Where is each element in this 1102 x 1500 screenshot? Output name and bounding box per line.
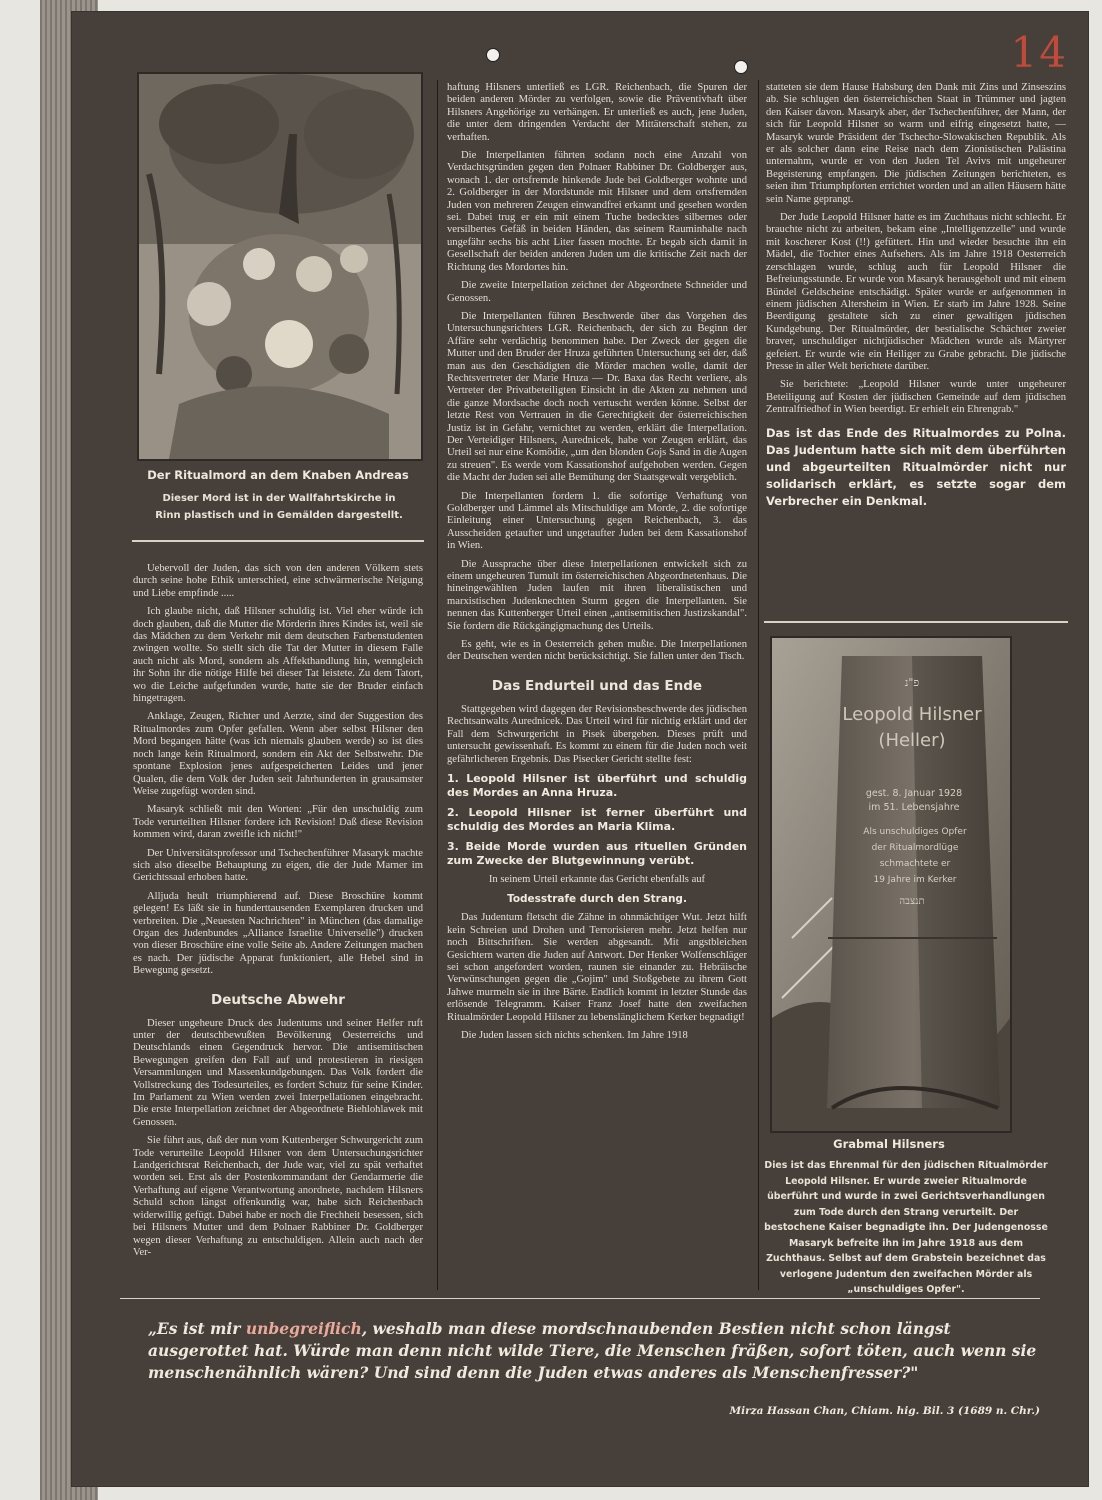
article-paragraph: Alljuda heult triumphierend auf. Diese Broschüre kommt gelegen! Es läßt sie in hunderttausenden Exemplaren drucken und verbreiten. Die „Neuesten Nachrichten" in München (das damalige Organ des Judenbundes „Alliance Israelite Universelle") drucken von dieser Broschüre eine volle Seite ab. Andere Zeitungen machen es nach. Der jüdische Apparat funktioniert, alle Hebel sind in Bewegung gesetzt.: [133, 890, 423, 977]
gravestone-line: gest. 8. Januar 1928: [865, 788, 963, 799]
engraving-caption-title: Der Ritualmord an dem Knaben Andreas: [147, 468, 409, 482]
article-paragraph: Es geht, wie es in Oesterreich gehen mußte. Die Interpellationen der Deutschen werden nicht berücksichtigt. Sie fallen unter den Tisch.: [447, 639, 747, 663]
gravestone-name: Leopold Hilsner: [842, 704, 982, 725]
column-rule: [758, 80, 759, 1290]
right-column-text: [766, 82, 1066, 516]
article-paragraph: Sie führt aus, daß der nun vom Kuttenberger Schwurgericht zum Tode verurteilte Leopold Hilsner von dem Untersuchungsrichter Landgerichtsrat Reichenbach, der Jude war, viel zu spät verhaftet worden sei. Erst als der Postenkommandant der Gendarmerie die Verhaftung auf eigene Verantwortung anordnete, nachdem Hilsners Schuld schon längst offenkundig war, habe sich Reichenbach widerwillig gefügt. Dabei habe er noch die Frechheit besessen, sich bei Hilsners Mutter und dem Polnaer Rabbiner Dr. Goldberger wegen dieser Verhaftung zu entschuldigen. Allein auch nach der Ver-: [133, 1135, 423, 1258]
article-paragraph: Die Interpellanten fordern 1. die sofortige Verhaftung von Goldberger und Lämmel als Mitschuldige am Morde, 2. die sofortige Einleitung einer Untersuchung gegen Reichenbach, 3. das Ausscheiden getaufter und ungetaufter Juden bei dem Kassationshof in Wien.: [447, 490, 747, 552]
verdict-sentence: Todesstrafe durch den Strang.: [507, 893, 687, 906]
gravestone-line: schmachtete er: [879, 859, 951, 869]
article-paragraph: statteten sie dem Hause Habsburg den Dank mit Zins und Zinseszins ab. Sie schlugen den österreichischen Staat in Trümmer und jagten den Kaiser davon. Masaryk aber, der Tschechenführer, der Mann, der sich für Leopold Hilsner so warm und eifrig eingesetzt hatte, — Masaryk wurde Präsident der Tschecho-Slowakischen Republik. Als er als solcher dann eine Reise nach dem Zionistischen Palästina unternahm, wurde er von den Juden Tel Avivs mit ungeheurer Begeisterung empfangen. Die jüdischen Zeitungen berichteten, es seien ihm Triumphpforten errichtet worden und an allen Häusern hätte sein Name geprangt.: [766, 82, 1066, 205]
article-paragraph: haftung Hilsners unterließ es LGR. Reichenbach, die Spuren der beiden anderen Mörder zu verfolgen, sowie die Präventivhaft über Hilsners Angehörige zu verhängen. Er unterließ es auch, jene Juden, die unter dem dringenden Verdacht der Mittäterschaft stehen, zu verhaften.: [447, 82, 747, 143]
punch-hole: [486, 48, 500, 62]
article-paragraph: Die Aussprache über diese Interpellationen entwickelt sich zu einem ungeheuren Tumult im österreichischen Abgeordnetenhaus. Die hineingewählten Juden laufen mit ihren liberalistischen und marxistischen Judenknechten Sturm gegen die Interpellanten. Sie nennen das Kuttenberger Urteil einen „antisemitischen Justizskandal". Sie fordern die Rückgängigmachung des Urteils.: [447, 558, 747, 632]
ritual-murder-engraving: [137, 72, 423, 461]
article-paragraph: Ich glaube nicht, daß Hilsner schuldig ist. Viel eher würde ich doch glauben, daß die Mutter die Mörderin ihres Kindes ist, weil sie das Mädchen zu dem Verkehr mit dem deutschen Farbenstudenten zwingen wollte. So stellt sich die Tat der Mutter in diesem Falle auch nicht als Mord, sondern als Affekthandlung hin, wenngleich ihr Sohn ihr die nötige Hilfe bei dieser Tat leistete. Zu dem Tatort, wo die Leiche aufgefunden wurde, hatte sie der Bruder einfach hingetragen.: [133, 606, 423, 705]
quote-highlight: unbegreiflich: [245, 1319, 362, 1338]
section-heading-endurteil: Das Endurteil und das Ende: [491, 677, 703, 694]
article-paragraph: Der Jude Leopold Hilsner hatte es im Zuchthaus nicht schlecht. Er brauchte nicht zu arbeiten, bekam eine „Intelligenzzelle" und wurde mit koscherer Kost (!!) gefüttert. Hin und wieder besuchte ihn ein Mädel, die Tochter eines Aufsehers. Als im Jahre 1918 Oesterreich zerschlagen wurde, schlug auch für Leopold Hilsner die Befreiungsstunde. Er wurde von Masaryk herausgeholt und mit einem Bündel Geldscheine entschädigt. Später wurde er aufgenommen in einem jüdischen Altersheim in Wien. Er starb im Jahre 1928. Seine Beerdigung gestaltete sich zu einer gewaltigen jüdischen Kundgebung. Der Ritualmörder, der bestialische Schächter zweier braver, unschuldiger nichtjüdischer Mädchen wurde als Märtyrer gefeiert. Er wurde wie ein Heiliger zu Grabe gebracht. Die jüdische Presse in aller Welt berichtete darüber.: [766, 212, 1066, 372]
page-number: 14: [1010, 28, 1068, 77]
article-paragraph: Uebervoll der Juden, das sich von den anderen Völkern stets durch seine hohe Ethik unterschied, eine schwärmerische Neigung und Liebe empfinde .....: [133, 563, 423, 599]
gravestone-caption-title: Grabmal Hilsners: [833, 1137, 945, 1151]
article-paragraph: Stattgegeben wird dagegen der Revisionsbeschwerde des jüdischen Rechtsanwalts Aurednicek. Das Urteil wird für nichtig erklärt und der Fall dem Schwurgericht in Pisek übergeben. Dieses prüft und untersucht gewissenhaft. Es kommt zu einem für die Juden noch weit gefährlicheren Ergebnis. Das Pisecker Gericht stellte fest:: [447, 703, 747, 765]
article-paragraph: Dieser ungeheure Druck des Judentums und seiner Helfer ruft unter der deutschbewußten Bevölkerung Oesterreichs und Deutschlands einen Gegendruck hervor. Die antisemitischen Bewegungen greifen den Fall auf und protestieren in riesigen Versammlungen und Massenkundgebungen. Das Volk fordert die Vollstreckung des Todesurteiles, es fordert Schutz für seine Kinder. Im Parlament zu Wien werden zwei Interpellationen eingebracht. Die erste Interpellation zeichnet der Abgeordnete Biehlohlawek mit Genossen.: [133, 1017, 423, 1128]
article-paragraph: Die Juden lassen sich nichts schenken. Im Jahre 1918: [461, 1029, 688, 1041]
article-paragraph: Der Universitätsprofessor und Tschechenführer Masaryk machte sich also dieselbe Behauptung zu eigen, die der Jude Marner im Gerichtssaal erhoben hatte.: [133, 847, 423, 884]
engraving-illustration: [139, 74, 421, 459]
verdict-item: 1. Leopold Hilsner ist überführt und schuldig des Mordes an Anna Hruza.: [447, 771, 747, 799]
left-column-text: [133, 563, 423, 1265]
engraving-caption-text: Dieser Mord ist in der Wallfahrtskirche in Rinn plastisch und in Gemälden dargestellt.: [155, 493, 403, 521]
section-divider: [132, 540, 424, 542]
quote-text: „Es ist mir: [148, 1319, 246, 1338]
middle-column-text: [447, 82, 747, 1048]
article-paragraph: Masaryk schließt mit den Worten: „Für den unschuldig zum Tode verurteilten Hilsner fordere ich Revision! Daß diese Revision kommen wird, daran zweifle ich nicht!": [133, 804, 423, 841]
article-paragraph: Das Judentum fletscht die Zähne in ohnmächtiger Wut. Jetzt hilft kein Schreien und Drohen und Terrorisieren mehr. Jetzt helfen nur noch Bittschriften. Sie werden abgesandt. Mit angstbleichen Gesichtern warten die Juden auf Antwort. Der Henker Wolfenschläger sei schon angefordert worden, raunen sie einander zu. Hebräische Verwünschungen gegen die „Gojim" und Stoßgebete zu ihrem Gott Jahwe murmeln sie in ihre Bärte. Endlich kommt in letzter Stunde das erlösende Telegramm. Kaiser Franz Josef hatte den zweifachen Ritualmörder Leopold Hilsner zu lebenslänglichem Kerker begnadigt!: [447, 912, 747, 1023]
gravestone-illustration: [772, 638, 1010, 1131]
verdict-item: 2. Leopold Hilsner ist ferner überführt und schuldig des Mordes an Maria Klima.: [447, 805, 747, 833]
conclusion-text: Das ist das Ende des Ritualmordes zu Polna. Das Judentum hatte sich mit dem überführten und abgeurteilten Ritualmörder nicht nur solidarisch erklärt, es setzte sogar dem Verbrecher ein Denkmal.: [766, 425, 1066, 508]
section-divider: [764, 621, 1068, 623]
article-paragraph: Sie berichtete: „Leopold Hilsner wurde unter ungeheurer Beteiligung auf Kosten der jüdischen Gemeinde auf dem jüdischen Zentralfriedhof in Wien beerdigt. Er erhielt ein Ehrengrab.": [766, 379, 1066, 416]
gravestone-alias: (Heller): [878, 730, 946, 751]
gravestone-glyph-bottom: תנצבה: [899, 896, 925, 907]
gravestone-line: im 51. Lebensjahre: [868, 802, 960, 813]
article-paragraph: Die Interpellanten führen Beschwerde über das Vorgehen des Untersuchungsrichters LGR. Reichenbach, der sich zu Beginn der Affäre sehr verdächtig benommen habe. Der Zweck der gegen die Mutter und den Bruder der Hruza geführten Untersuchung sei der, daß man aus den Geschädigten die Mörder machen wolle, damit der Rechtsvertreter der Marie Hruza — Dr. Baxa das Recht verliere, als Vertreter der Privatbeteiligten Einsicht in die Akten zu nehmen und die ganze Mordsache doch noch vertuscht werden könne. Selbst der letzte Rest von Vertrauen in die Gerechtigkeit der österreichischen Justiz ist in Gefahr, vernichtet zu werden, erklärt die Interpellation. Der Verteidiger Hilsners, Aurednicek, habe vor Zeugen erklärt, das Urteil sei nur eine Komödie, „um den blonden Gojs Sand in die Augen zu streuen". Es werde vom Kassationshof aufgehoben werden. Gegen die Macht der Juden sei alle Bemühung der Staatsgewalt vergeblich.: [447, 310, 747, 484]
gravestone-line: Als unschuldiges Opfer: [863, 827, 967, 837]
punch-hole: [734, 60, 748, 74]
verdict-intro: In seinem Urteil erkannte das Gericht ebenfalls auf: [488, 873, 706, 885]
gravestone-line: 19 Jahre im Kerker: [873, 875, 957, 885]
column-rule: [437, 80, 438, 1290]
gravestone-line: der Ritualmordlüge: [871, 843, 959, 853]
section-divider: [120, 1298, 1040, 1299]
quote-source: Mirza Hassan Chan, Chiam. hig. Bil. 3 (1689 n. Chr.): [729, 1405, 1040, 1417]
quote-text: , weshalb man diese mordschnaubenden Bestien nicht schon längst ausgerottet hat. Würde man denn nicht wilde Tiere, die Menschen fräßen, sofort töten, auch wenn sie menschenähnlich wären? Und sind denn die Juden etwas anderes als Menschenfresser?": [148, 1319, 1037, 1382]
article-paragraph: Anklage, Zeugen, Richter und Aerzte, sind der Suggestion des Ritualmordes zum Opfer gefallen. Wenn aber selbst Hilsner den Mord begangen hätte (was ich niemals glauben werde) so ist dies noch lange kein Ritualmord, sondern ein Akt der Selbstwehr. Die spontane Explosion jenes aufgespeicherten Leides und jener Qualen, die dem Volk der Juden seit Jahrhunderten in grausamster Weise zugefügt worden sind.: [133, 711, 423, 797]
article-paragraph: Die Interpellanten führten sodann noch eine Anzahl von Verdachtsgründen gegen den Polnaer Rabbiner Dr. Goldberger aus, wonach 1. der ortsfremde hinkende Jude bei Goldberger wohnte und 2. Goldberger in der Mordstunde mit Hilsner und dem ortsfremden Juden von mehreren Zeugen einwandfrei erkannt und gesehen worden sei. Dabei trug er ein mit einem Tuche bedecktes silbernes oder versilbertes Gefäß in beiden Händen, das seinem Rauminhalte nach ungefähr sechs bis acht Liter fassen mochte. Er begab sich damit in Gesellschaft der beiden anderen Juden um die kritische Zeit nach der Richtung des Mordortes hin.: [447, 150, 747, 273]
gravestone-caption-text: Dies ist das Ehrenmal für den jüdischen Ritualmörder Leopold Hilsner. Er wurde zweier Ritualmorde überführt und wurde in zwei Gerichtsverhandlungen zum Tode durch den Strang verurteilt. Der bestochene Kaiser begnadigte ihn. Der Judengenosse Masaryk befreite ihn im Jahre 1918 aus dem Zuchthaus. Selbst auf dem Grabstein bezeichnet das verlogene Judentum den zweifachen Mörder als „unschuldiges Opfer".: [764, 1160, 1048, 1295]
article-paragraph: Die zweite Interpellation zeichnet der Abgeordnete Schneider und Genossen.: [447, 280, 747, 304]
gravestone-photo: [770, 636, 1012, 1133]
bottom-quote: [148, 1318, 1038, 1384]
gravestone-glyph-top: פ"נ: [904, 676, 920, 689]
verdict-item: 3. Beide Morde wurden aus rituellen Gründen zum Zwecke der Blutgewinnung verübt.: [447, 839, 747, 867]
section-heading-deutsche-abwehr: Deutsche Abwehr: [211, 991, 345, 1008]
